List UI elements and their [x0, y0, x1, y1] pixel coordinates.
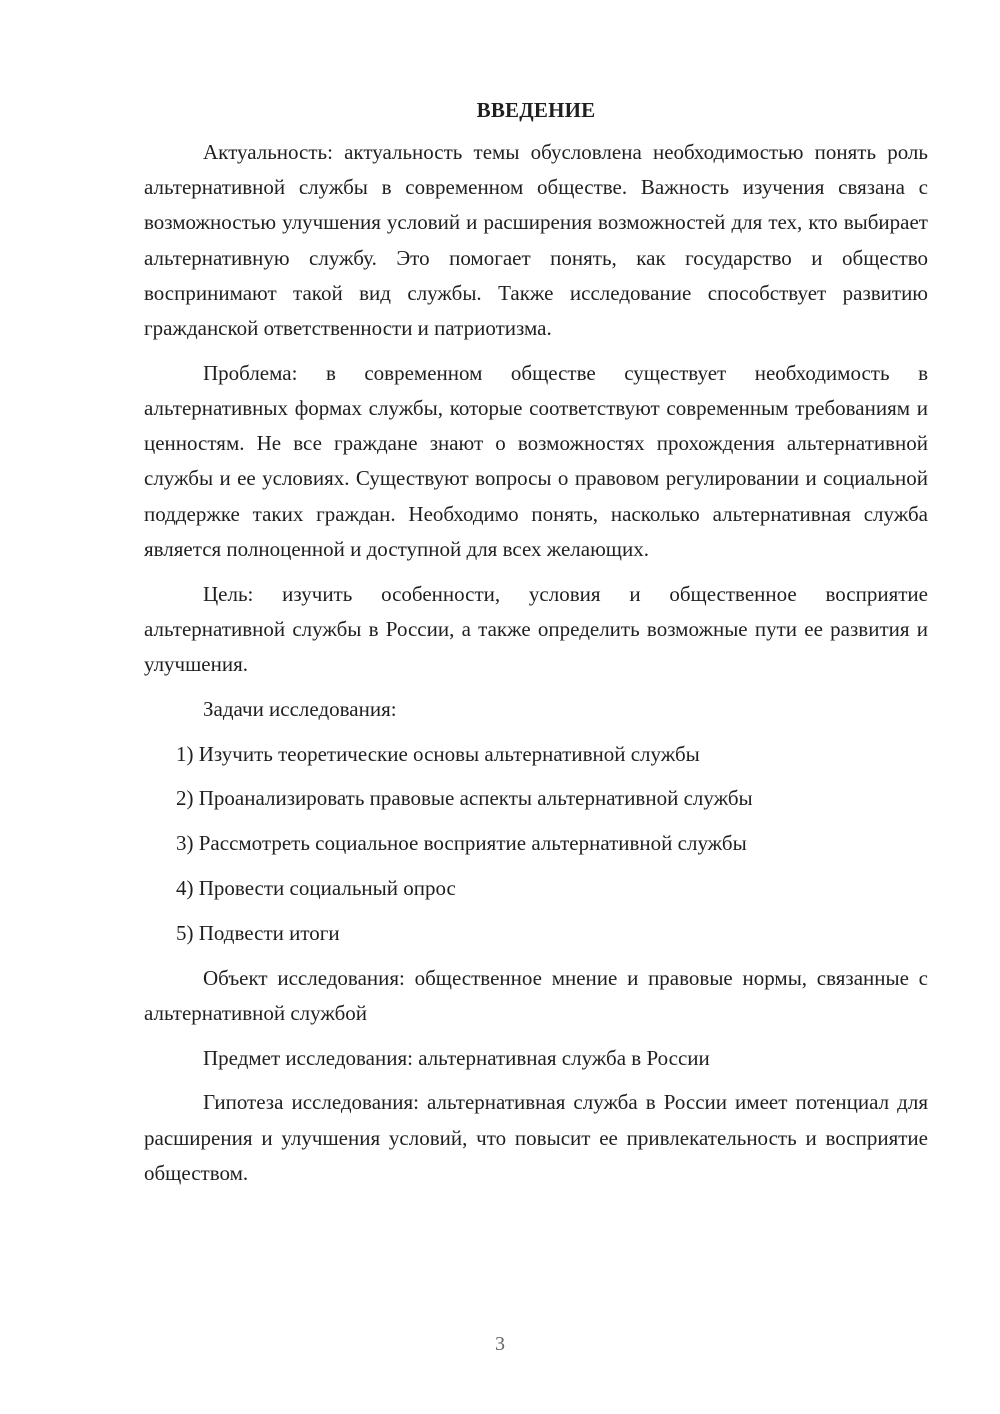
subject-paragraph: Предмет исследования: альтернативная служба в России	[203, 1045, 710, 1070]
list-item: 1) Изучить теоретические основы альтернативной службы	[176, 741, 700, 766]
tasks-list	[144, 737, 928, 951]
hypothesis-paragraph: Гипотеза исследования: альтернативная служба в России имеет потенциал для расширения и улучшения условий, что повысит ее привлекательность и восприятие обществом.	[144, 1090, 928, 1185]
list-item: 3) Рассмотреть социальное восприятие альтернативной службы	[176, 831, 747, 856]
list-item: 5) Подвести итоги	[176, 920, 340, 945]
tasks-heading: Задачи исследования:	[203, 696, 397, 721]
goal-paragraph: Цель: изучить особенности, условия и общественное восприятие альтернативной службы в России, а также определить возможные пути ее развития и улучшения.	[144, 581, 928, 677]
page-title: ВВЕДЕНИЕ	[476, 98, 596, 122]
relevance-paragraph: Актуальность: актуальность темы обусловлена необходимостью понять роль альтернативной службы в современном обществе. Важность изучения связана с возможностью улучшения условий и расширения возможностей для тех, кто выбирает альтернативную службу. Это помогает понять, как государство и общество воспринимают такой вид службы. Также исследование способствует развитию гражданской ответственности и патриотизма.	[144, 140, 928, 341]
object-paragraph: Объект исследования: общественное мнение и правовые нормы, связанные с альтернативной службой	[144, 965, 928, 1025]
list-item: 4) Провести социальный опрос	[176, 876, 456, 901]
problem-paragraph: Проблема: в современном обществе существует необходимость в альтернативных формах службы, которые соответствуют современным требованиям и ценностям. Не все граждане знают о возможностях прохождения альтернативной службы и ее условиях. Существуют вопросы о правовом регулировании и социальной поддержке таких граждан. Необходимо понять, насколько альтернативная служба является полноценной и доступной для всех желающих.	[144, 360, 928, 561]
document-page	[144, 95, 928, 1201]
page-number: 3	[495, 1333, 505, 1355]
list-item: 2) Проанализировать правовые аспекты альтернативной службы	[176, 786, 753, 811]
